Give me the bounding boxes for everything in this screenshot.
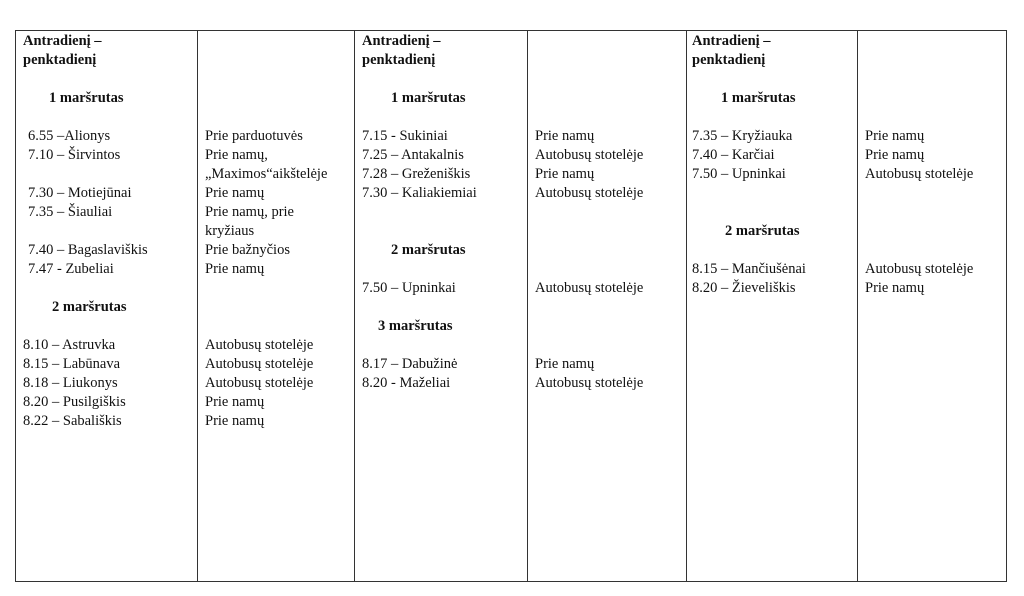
- day-header: Antradienį –: [362, 33, 441, 49]
- day-header: Antradienį –: [23, 33, 102, 49]
- route-title: 1 maršrutas: [721, 90, 796, 106]
- stop-time-place: 7.30 – Motiejūnai: [28, 185, 132, 201]
- stop-location: Autobusų stotelėje: [205, 356, 314, 372]
- stop-location: Prie namų: [865, 280, 925, 296]
- day-header: penktadienį: [692, 52, 766, 68]
- stop-location: Prie namų: [535, 128, 595, 144]
- stop-location: Prie namų: [535, 356, 595, 372]
- route-title: 1 maršrutas: [49, 90, 124, 106]
- stop-time-place: 7.25 – Antakalnis: [362, 147, 464, 163]
- stop-time-place: 7.50 – Upninkai: [362, 280, 456, 296]
- stop-time-place: 8.17 – Dabužinė: [362, 356, 458, 372]
- stop-location: Prie namų,: [205, 147, 268, 163]
- stop-time-place: 8.15 – Mančiušėnai: [692, 261, 806, 277]
- table-column: [687, 31, 858, 581]
- schedule-table: [15, 30, 1007, 582]
- stop-time-place: 7.35 – Kryžiauka: [692, 128, 793, 144]
- stop-time-place: 8.22 – Sabališkis: [23, 413, 122, 429]
- stop-location: Autobusų stotelėje: [865, 166, 974, 182]
- stop-location: Prie namų: [205, 413, 265, 429]
- stop-location: Autobusų stotelėje: [535, 185, 644, 201]
- stop-time-place: 7.28 – Greženiškis: [362, 166, 471, 182]
- stop-time-place: 7.35 – Šiauliai: [28, 204, 113, 220]
- day-header: Antradienį –: [692, 33, 771, 49]
- day-header: penktadienį: [362, 52, 436, 68]
- stop-location: Prie namų: [205, 185, 265, 201]
- stop-time-place: 7.10 – Širvintos: [28, 147, 121, 163]
- stop-location: kryžiaus: [205, 223, 255, 239]
- route-title: 1 maršrutas: [391, 90, 466, 106]
- stop-location: Prie namų: [205, 261, 265, 277]
- stop-time-place: 7.15 - Sukiniai: [362, 128, 448, 144]
- route-title: 3 maršrutas: [378, 318, 453, 334]
- stop-location: Autobusų stotelėje: [535, 375, 644, 391]
- day-header: penktadienį: [23, 52, 97, 68]
- stop-time-place: 8.18 – Liukonys: [23, 375, 118, 391]
- stop-time-place: 8.20 - Maželiai: [362, 375, 451, 391]
- table-column: [16, 31, 198, 581]
- stop-time-place: 6.55 –Alionys: [28, 128, 111, 144]
- stop-location: „Maximos“aikštelėje: [205, 166, 328, 182]
- stop-time-place: 8.15 – Labūnava: [23, 356, 121, 372]
- route-title: 2 maršrutas: [52, 299, 127, 315]
- stop-location: Autobusų stotelėje: [205, 337, 314, 353]
- stop-location: Prie namų, prie: [205, 204, 294, 220]
- stop-time-place: 8.10 – Astruvka: [23, 337, 116, 353]
- stop-location: Prie namų: [865, 128, 925, 144]
- table-column: [858, 31, 1008, 581]
- stop-location: Prie namų: [865, 147, 925, 163]
- stop-location: Autobusų stotelėje: [535, 147, 644, 163]
- stop-time-place: 7.47 - Zubeliai: [28, 261, 114, 277]
- stop-location: Prie bažnyčios: [205, 242, 290, 258]
- stop-time-place: 8.20 – Pusilgiškis: [23, 394, 126, 410]
- table-column: [355, 31, 528, 581]
- table-column: [528, 31, 687, 581]
- stop-time-place: 7.40 – Bagaslaviškis: [28, 242, 148, 258]
- stop-time-place: 7.30 – Kaliakiemiai: [362, 185, 477, 201]
- stop-location: Prie namų: [535, 166, 595, 182]
- table-column: [198, 31, 355, 581]
- stop-location: Prie parduotuvės: [205, 128, 303, 144]
- stop-location: Prie namų: [205, 394, 265, 410]
- stop-time-place: 7.40 – Karčiai: [692, 147, 775, 163]
- stop-location: Autobusų stotelėje: [865, 261, 974, 277]
- stop-time-place: 7.50 – Upninkai: [692, 166, 786, 182]
- stop-time-place: 8.20 – Žieveliškis: [692, 280, 796, 296]
- route-title: 2 maršrutas: [391, 242, 466, 258]
- stop-location: Autobusų stotelėje: [205, 375, 314, 391]
- route-title: 2 maršrutas: [725, 223, 800, 239]
- stop-location: Autobusų stotelėje: [535, 280, 644, 296]
